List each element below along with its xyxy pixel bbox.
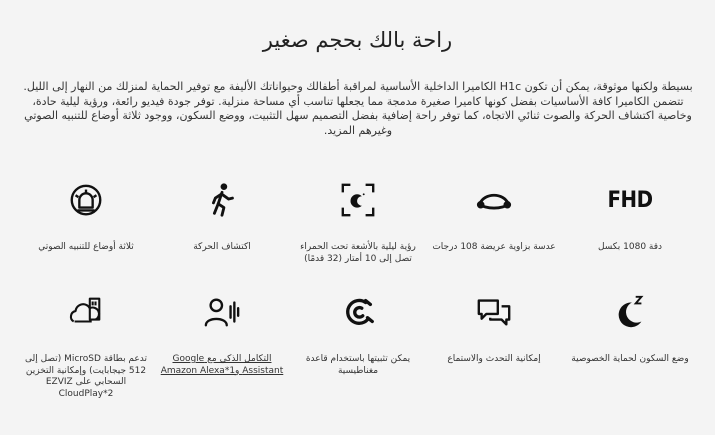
alarm-modes-icon (66, 180, 106, 220)
feature-caption: دقة 1080 بكسل (597, 242, 663, 252)
feature-caption: التكامل الذكي مع Google Assistant وAmazon Alexa*1 (160, 354, 284, 376)
feature-caption: تدعم بطاقة MicroSD (تصل إلى 512 جيجابايت) وإمكانية التخزين السحابي على EZVIZ CloudPlay*2 (24, 354, 148, 399)
feature-caption: رؤية ليلية بالأشعة تحت الحمراء تصل إلى 10 أمتار (32 قدمًا) (300, 242, 416, 264)
magnetic-base-icon (338, 292, 378, 332)
feature-grid (18, 170, 698, 399)
storage-icon (66, 292, 106, 332)
feature-sleep (562, 282, 698, 394)
feature-caption: يمكن تثبيتها باستخدام قاعدة مغناطيسية (305, 354, 411, 376)
feature-wide-angle (426, 170, 562, 282)
intro-paragraph: بسيطة ولكنها موثوقة، يمكن أن تكون H1c الكاميرا الداخلية الأساسية لمراقبة أطفالك وحيواناتك الأليفة مع توفير الحماية لمنزلك من النهار إلى الليل. تتضمن الكاميرا كافة الأساسيات بفضل كونها كاميرا صغيرة مدمجة مما يجعلها تناسب أي مساحة منزلية. توفر جودة فيديو رائعة، ورؤية ليلية حادة، وخاصية اكتشاف الحركة والصوت ثنائي الاتجاه، كما توفر راحة إضافية بفضل التصميم سهل التثبيت، ووضع السكون، ووجود ثلاثة أوضاع للتنبيه الصوتي وغيرهم المزيد. (23, 80, 693, 137)
feature-two-way-talk (426, 282, 562, 394)
feature-caption: إمكانية التحدث والاستماع (447, 354, 541, 364)
feature-caption: ثلاثة أوضاع للتنبيه الصوتي (38, 242, 134, 252)
feature-storage (18, 282, 154, 399)
sleep-mode-icon (610, 292, 650, 332)
feature-caption: اكتشاف الحركة (193, 242, 251, 252)
feature-magnetic (290, 282, 426, 394)
feature-fhd (562, 170, 698, 282)
feature-alarm (18, 170, 154, 282)
night-vision-icon (338, 180, 378, 220)
two-way-talk-icon (474, 292, 514, 332)
voice-assistant-icon (202, 292, 242, 332)
page-title: راحة بالك بحجم صغير (262, 28, 453, 52)
feature-caption: عدسة بزاوية عريضة 108 درجات (432, 242, 556, 252)
feature-voice-assistant (154, 282, 290, 394)
feature-caption: وضع السكون لحماية الخصوصية (571, 354, 689, 364)
wide-angle-lens-icon (474, 180, 514, 220)
feature-night-vision (290, 170, 426, 282)
feature-motion (154, 170, 290, 282)
motion-detection-icon (202, 180, 242, 220)
fhd-text-icon: FHD (607, 187, 653, 213)
